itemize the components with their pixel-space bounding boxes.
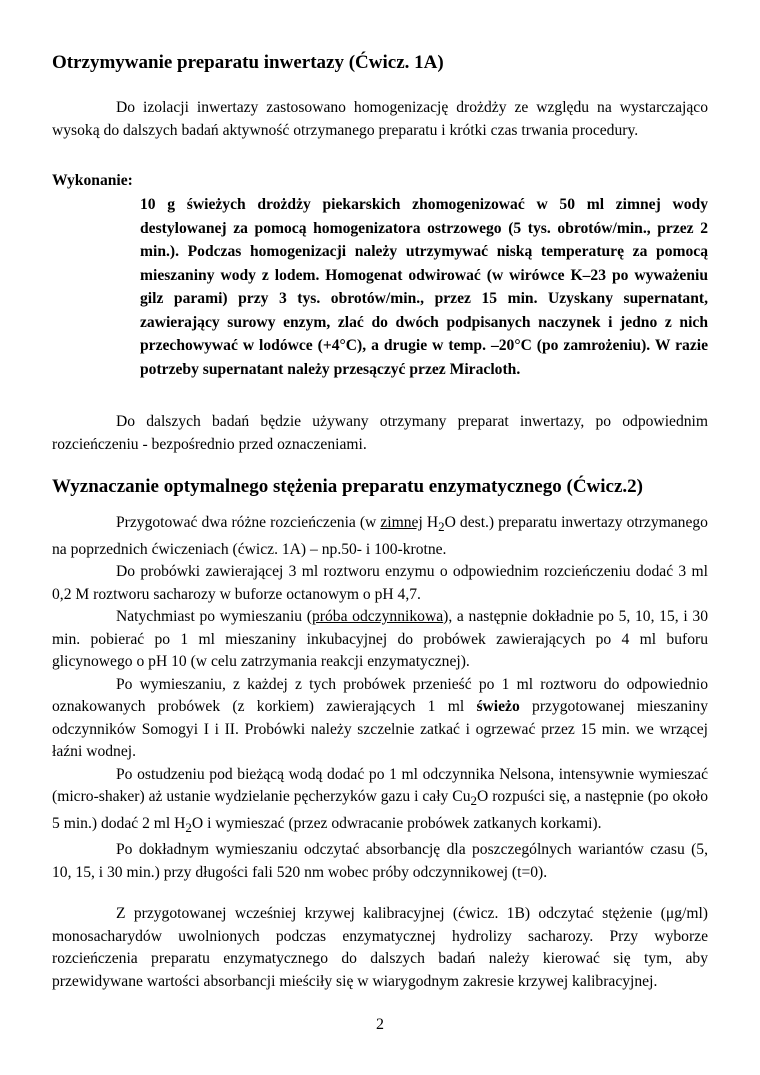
section2-heading: Wyznaczanie optymalnego stężenia preparatu enzymatycznego (Ćwicz.2) xyxy=(52,476,643,497)
paragraph-somogyi: Po wymieszaniu, z każdej z tych probówek przenieść po 1 ml roztworu do odpowiednio oznakowanych probówek (z korkiem) zawierających 1 ml świeżo przygotowanej mieszaniny odczynników Somogyi I i II. Probówki należy szczelnie zatkać i ogrzewać przez 15 min. we wrzącej łaźni wodnej. xyxy=(52,675,708,761)
paragraph-nelson: Po ostudzeniu pod bieżącą wodą dodać po 1 ml odczynnika Nelsona, intensywnie wymieszać (micro-shaker) aż ustanie wydzielanie pęcherzyków gazu i cały $Cu_2O$ rozpuści się, a następnie (po około 5 min.) dodać 2 ml $H_2O$ i wymieszać (przez odwracanie probówek zatkanych korkami). xyxy=(52,765,708,835)
section1-intro: Do izolacji inwertazy zastosowano homogenizację drożdży ze względu na wystarczająco wysoką do dalszych badań aktywność otrzymanego preparatu i krótki czas trwania procedury. xyxy=(52,99,708,139)
section1-closing: Do dalszych badań będzie używany otrzymany preparat inwertazy, po odpowiednim rozcieńczeniu - bezpośrednio przed oznaczeniami. xyxy=(52,413,708,453)
procedure-text: 10 g świeżych drożdży piekarskich zhomogenizować w 50 ml zimnej wody destylowanej za pomocą homogenizatora ostrzowego (5 tys. obrotów/min., przez 2 min.). Podczas homogenizacji należy utrzymywać niską temperaturę za pomocą mieszaniny wody z lodem. Homogenat odwirować (w wirówce K–23 po wyważeniu gilz parami) przy 3 tys. obrotów/min., przez 15 min. Uzyskany supernatant, zawierający surowy enzym, zlać do dwóch podpisanych naczynek i jedno z nich przechowywać w lodówce (+4°C), a drugie w temp. –20°C (po zamrożeniu). W razie potrzeby supernatant należy przesączyć przez Miracloth. xyxy=(140,196,708,378)
paragraph-substrate: Do probówki zawierającej 3 ml roztworu enzymu o odpowiednim rozcieńczeniu dodać 3 ml 0,2 M roztworu sacharozy w buforze octanowym o pH 4,7. xyxy=(52,563,708,603)
paragraph-absorbance: Po dokładnym wymieszaniu odczytać absorbancję dla poszczególnych wariantów czasu (5, 10, 15, i 30 min.) przy długości fali 520 nm wobec próby odczynnikowej (t=0). xyxy=(52,841,708,881)
section1-heading: Otrzymywanie preparatu inwertazy (Ćwicz. 1A) xyxy=(52,52,444,73)
paragraph-calibration: Z przygotowanej wcześniej krzywej kalibracyjnej (ćwicz. 1B) odczytać stężenie (μg/ml) monosacharydów uwolnionych podczas enzymatycznej hydrolizy sacharozy. Przy wyborze rozcieńczenia preparatu enzymatycznego do dalszych badań należy kierować się tym, aby przewidywane wartości absorbancji mieściły się w wiarygodnym zakresie krzywej kalibracyjnej. xyxy=(52,905,708,990)
section2-body xyxy=(52,512,708,884)
paragraph-dilutions: Przygotować dwa różne rozcieńczenia (w zimnej $H_2O$ dest.) preparatu inwertazy otrzymanego na poprzednich ćwiczeniach (ćwicz. 1A) – np.50- i 100-krotne. xyxy=(52,514,708,558)
paragraph-sampling: Natychmiast po wymieszaniu (próba odczynnikowa), a następnie dokładnie po 5, 10, 15, i 30 min. pobierać po 1 ml mieszaniny inkubacyjnej do probówek zawierających po 4 ml buforu glicynowego o pH 10 (w celu zatrzymania reakcji enzymatycznej). xyxy=(52,608,708,671)
procedure-label: Wykonanie: xyxy=(52,172,133,189)
page-number: 2 xyxy=(376,1016,384,1033)
